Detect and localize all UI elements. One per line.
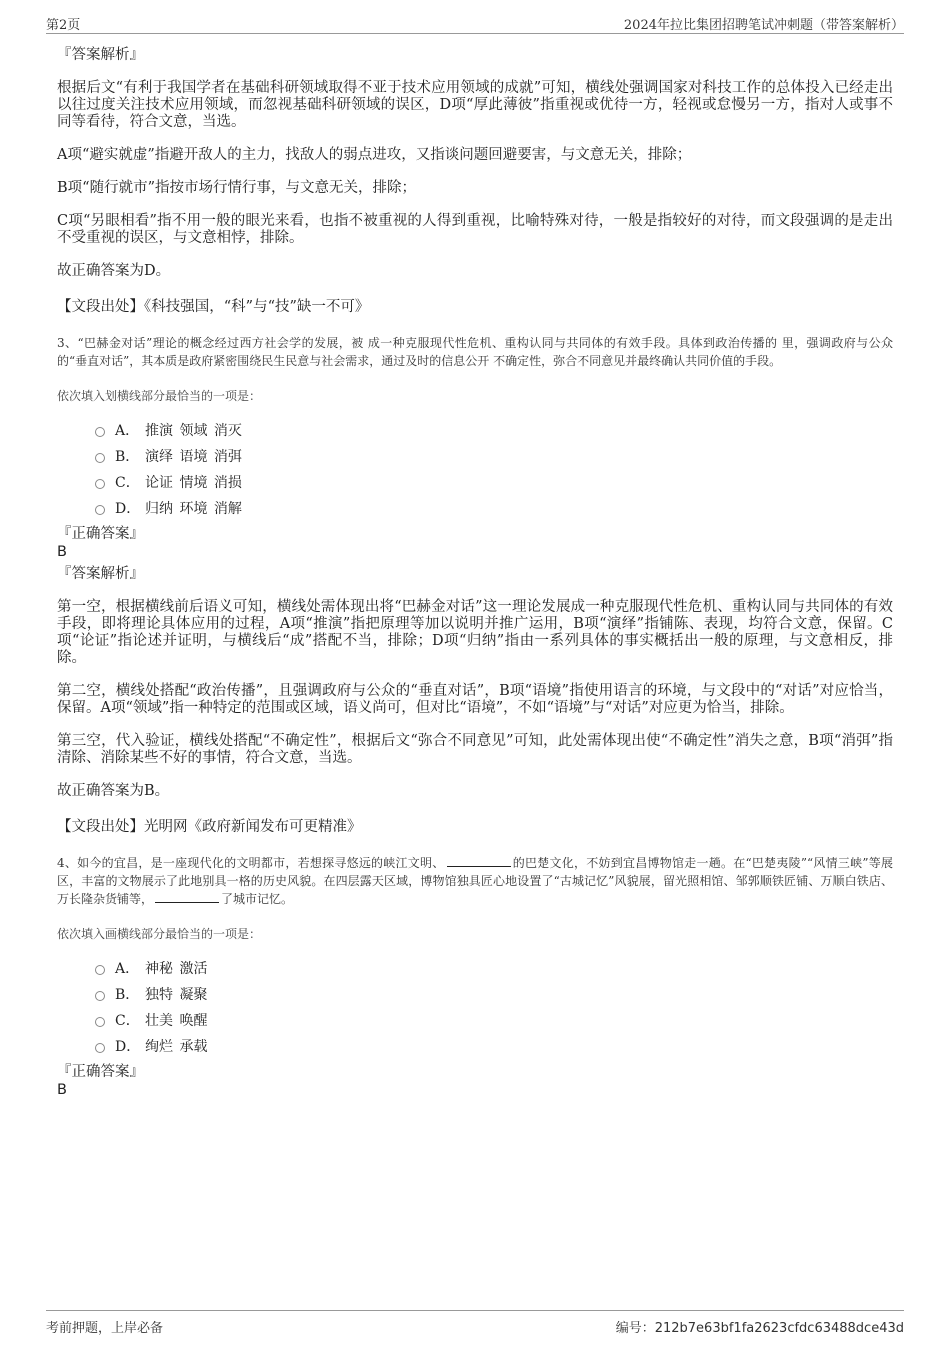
document-title: 2024年拉比集团招聘笔试冲刺题（带答案解析）	[623, 18, 904, 33]
radio-button-icon[interactable]	[95, 427, 105, 437]
footer-slogan: 考前押题，上岸必备	[46, 1321, 164, 1336]
q3-analysis-label: 『答案解析』	[57, 566, 144, 582]
radio-button-icon[interactable]	[95, 479, 105, 489]
code-label: 编号：	[615, 1321, 655, 1336]
option-letter: D．	[115, 1039, 141, 1055]
option-text: 神秘 激活	[145, 961, 208, 977]
q4-options	[95, 955, 893, 1059]
page-header	[46, 12, 904, 34]
option-text: 壮美 唤醒	[145, 1013, 208, 1029]
option-letter: C．	[115, 475, 140, 491]
q2-conclusion: 故正确答案为D。	[57, 263, 171, 279]
option-text: 演绎 语境 消弭	[145, 449, 242, 465]
option-text: 论证 情境 消损	[145, 475, 242, 491]
page-content	[57, 46, 893, 1099]
option-letter: B．	[115, 987, 140, 1003]
q3-option-d[interactable]	[95, 495, 893, 521]
q4-prompt: 依次填入画横线部分最恰当的一项是：	[57, 927, 262, 941]
q4-stem-part: 了城市记忆。	[221, 892, 294, 906]
q4-stem-part: 的巴楚文化，不妨到宜昌博物馆走一趟。在“巴楚夷陵”“风情三峡”等展区，丰富的文物展示了此地别具一格的历史风貌。在四层露天区域，博物馆独具匠心地设置了“古城记忆”风貌展，留光照相馆、邹郭顺铁匠铺、万顺白铁店、万长隆杂货铺等，	[57, 856, 893, 906]
page-footer	[46, 1310, 904, 1336]
q3-analysis-paragraph: 第一空，根据横线前后语义可知，横线处需体现出将“巴赫金对话”这一理论发展成一种克服现代性危机、重构认同与共同体的有效手段，即将理论具体应用的过程，A项“推演”指把原理等加以说明并推广运用，B项“演绎”指铺陈、表现，均符合文意，保留。C项“论证”指论述并证明，与横线后“成”搭配不当，排除；D项“归纳”指由一系列具体的事实概括出一般的原理，与文意相反，排除。	[57, 599, 893, 666]
q3-option-c[interactable]	[95, 469, 893, 495]
radio-button-icon[interactable]	[95, 505, 105, 515]
q3-option-a[interactable]	[95, 417, 893, 443]
option-text: 独特 凝聚	[145, 987, 208, 1003]
document-code	[616, 1317, 904, 1336]
option-text: 绚烂 承载	[145, 1039, 208, 1055]
q3-option-b[interactable]	[95, 443, 893, 469]
q4-correct-label: 『正确答案』	[57, 1064, 144, 1080]
radio-button-icon[interactable]	[95, 1017, 105, 1027]
q2-source: 【文段出处】《科技强国，“科”与“技”缺一不可》	[57, 299, 370, 315]
option-text: 推演 领域 消灭	[145, 423, 242, 439]
q3-correct-label: 『正确答案』	[57, 526, 144, 542]
option-text: 归纳 环境 消解	[145, 501, 242, 517]
q3-conclusion: 故正确答案为B。	[57, 783, 170, 799]
radio-button-icon[interactable]	[95, 965, 105, 975]
option-letter: D．	[115, 501, 141, 517]
q4-option-a[interactable]	[95, 955, 893, 981]
fill-blank	[155, 891, 219, 903]
radio-button-icon[interactable]	[95, 991, 105, 1001]
option-letter: B．	[115, 449, 140, 465]
q4-option-c[interactable]	[95, 1007, 893, 1033]
option-letter: A．	[115, 423, 140, 439]
option-letter: C．	[115, 1013, 140, 1029]
fill-blank	[447, 855, 511, 867]
q3-correct-value: B	[57, 544, 67, 560]
option-letter: A．	[115, 961, 140, 977]
page-number: 第2页	[46, 18, 81, 33]
radio-button-icon[interactable]	[95, 453, 105, 463]
q2-analysis-paragraph: C项“另眼相看”指不用一般的眼光来看，也指不被重视的人得到重视，比喻特殊对待，一般是指较好的对待，而文段强调的是走出不受重视的误区，与文意相悖，排除。	[57, 213, 893, 246]
code-value: 212b7e63bf1fa2623cfdc63488dce43d	[654, 1321, 904, 1336]
radio-button-icon[interactable]	[95, 1043, 105, 1053]
q3-analysis-paragraph: 第三空，代入验证，横线处搭配“不确定性”，根据后文“弥合不同意见”可知，此处需体现出使“不确定性”消失之意，B项“消弭”指清除、消除某些不好的事情，符合文意，当选。	[57, 733, 893, 766]
q3-source: 【文段出处】光明网《政府新闻发布可更精准》	[57, 819, 362, 835]
q4-correct-value: B	[57, 1082, 67, 1098]
q2-analysis-paragraph: A项“避实就虚”指避开敌人的主力，找敌人的弱点进攻，又指谈问题回避要害，与文意无关，排除；	[57, 147, 692, 163]
q3-analysis-paragraph: 第二空，横线处搭配“政治传播”，且强调政府与公众的“垂直对话”，B项“语境”指使用语言的环境，与文段中的“对话”对应恰当，保留。A项“领域”指一种特定的范围或区域，语义尚可，但对比“语境”，不如“语境”与“对话”对应更为恰当，排除。	[57, 683, 893, 716]
q3-prompt: 依次填入划横线部分最恰当的一项是：	[57, 389, 262, 403]
q2-analysis-paragraph: B项“随行就市”指按市场行情行事，与文意无关，排除；	[57, 180, 416, 196]
q2-analysis-label: 『答案解析』	[57, 47, 144, 63]
q3-options	[95, 417, 893, 521]
q2-analysis-paragraph: 根据后文“有利于我国学者在基础科研领域取得不亚于技术应用领域的成就”可知，横线处强调国家对科技工作的总体投入已经走出以往过度关注技术应用领域，而忽视基础科研领域的误区，D项“厚此薄彼”指重视或优待一方，轻视或怠慢另一方，指对人或事不同等看待，符合文意，当选。	[57, 80, 893, 130]
q4-stem	[57, 854, 893, 908]
q4-option-d[interactable]	[95, 1033, 893, 1059]
q4-stem-part: 4、如今的宜昌，是一座现代化的文明都市，若想探寻悠远的峡江文明、	[57, 856, 445, 870]
q3-stem: 3、“巴赫金对话”理论的概念经过西方社会学的发展，被 成一种克服现代性危机、重构认同与共同体的有效手段。具体到政治传播的 里，强调政府与公众的“垂直对话”，其本质是政府紧密围绕民生民意与社会需求，通过及时的信息公开 不确定性，弥合不同意见并最终确认共同价值的手段。	[57, 336, 893, 368]
q4-option-b[interactable]	[95, 981, 893, 1007]
